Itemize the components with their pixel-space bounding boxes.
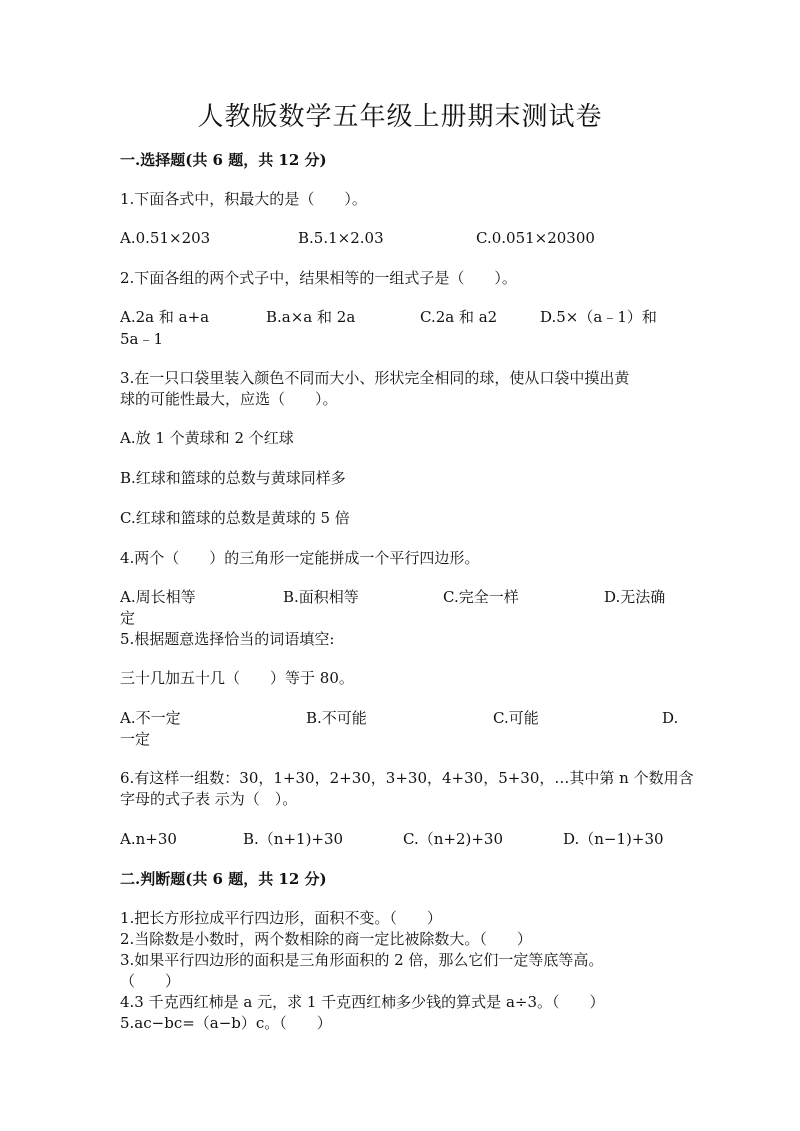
question-4-option-a: A.周长相等	[120, 588, 196, 606]
question-5-option-d: D.	[662, 709, 679, 727]
question-2-option-c: C.2a 和 a2	[420, 308, 498, 326]
question-3-option-c: C.红球和篮球的总数是黄球的 5 倍	[120, 509, 350, 527]
judgment-item-1: 1.把长方形拉成平行四边形，面积不变。（ ）	[120, 909, 442, 927]
question-5-sub: 三十几加五十几（ ）等于 80。	[120, 669, 354, 687]
question-3-stem-line-2: 球的可能性最大，应选（ ）。	[120, 390, 338, 408]
question-4-option-b: B.面积相等	[283, 588, 359, 606]
question-3-option-b: B.红球和篮球的总数与黄球同样多	[120, 469, 346, 487]
judgment-item-3: 3.如果平行四边形的面积是三角形面积的 2 倍，那么它们一定等底等高。	[120, 951, 604, 969]
question-5-option-c: C.可能	[493, 709, 539, 727]
question-1-option-c: C.0.051×20300	[476, 229, 595, 247]
question-1-option-a: A.0.51×203	[120, 229, 211, 247]
judgment-item-3-blank: （ ）	[120, 972, 181, 990]
question-6-option-b: B.（n+1)+30	[243, 830, 344, 848]
judgment-item-2: 2.当除数是小数时，两个数相除的商一定比被除数大。（ ）	[120, 930, 532, 948]
section-1-heading: 一.选择题(共 6 题，共 12 分)	[120, 151, 327, 169]
question-3-stem-line-1: 3.在一只口袋里装入颜色不同而大小、形状完全相同的球，使从口袋中摸出黄	[120, 369, 630, 387]
section-2-heading: 二.判断题(共 6 题，共 12 分)	[120, 870, 327, 888]
judgment-item-4: 4.3 千克西红柿是 a 元，求 1 千克西红柿多少钱的算式是 a÷3。（ ）	[120, 993, 605, 1011]
judgment-item-5: 5.ac−bc=（a−b）c。（ ）	[120, 1014, 332, 1032]
question-2-stem: 2.下面各组的两个式子中，结果相等的一组式子是（ ）。	[120, 269, 517, 287]
question-4-option-d: D.无法确	[604, 588, 666, 606]
question-5-option-a: A.不一定	[120, 709, 181, 727]
question-1-option-b: B.5.1×2.03	[298, 229, 384, 247]
question-4-option-c: C.完全一样	[443, 588, 519, 606]
question-2-option-a: A.2a 和 a+a	[120, 308, 210, 326]
question-4-option-d-wrap: 定	[120, 609, 136, 627]
question-6-stem-line-2: 字母的式子表 示为（ ）。	[120, 790, 298, 808]
question-2-option-b: B.a×a 和 2a	[266, 308, 356, 326]
question-6-stem-line-1: 6.有这样一组数：30，1+30，2+30，3+30，4+30，5+30，…其中第 n 个数用含	[120, 769, 694, 787]
question-6-option-a: A.n+30	[120, 830, 177, 848]
question-6-option-d: D.（n−1)+30	[563, 830, 664, 848]
page-title: 人教版数学五年级上册期末测试卷	[197, 102, 603, 132]
question-2-option-d: D.5×（a﹣1）和	[540, 308, 657, 326]
question-1-stem: 1.下面各式中，积最大的是（ ）。	[120, 190, 367, 208]
question-2-option-d-wrap: 5a﹣1	[120, 330, 164, 348]
question-4-stem: 4.两个（ ）的三角形一定能拼成一个平行四边形。	[120, 549, 480, 567]
question-5-stem: 5.根据题意选择恰当的词语填空:	[120, 630, 335, 648]
question-5-option-b: B.不可能	[306, 709, 367, 727]
question-3-option-a: A.放 1 个黄球和 2 个红球	[120, 429, 294, 447]
question-5-option-d-wrap: 一定	[120, 730, 151, 748]
question-6-option-c: C.（n+2)+30	[403, 830, 503, 848]
